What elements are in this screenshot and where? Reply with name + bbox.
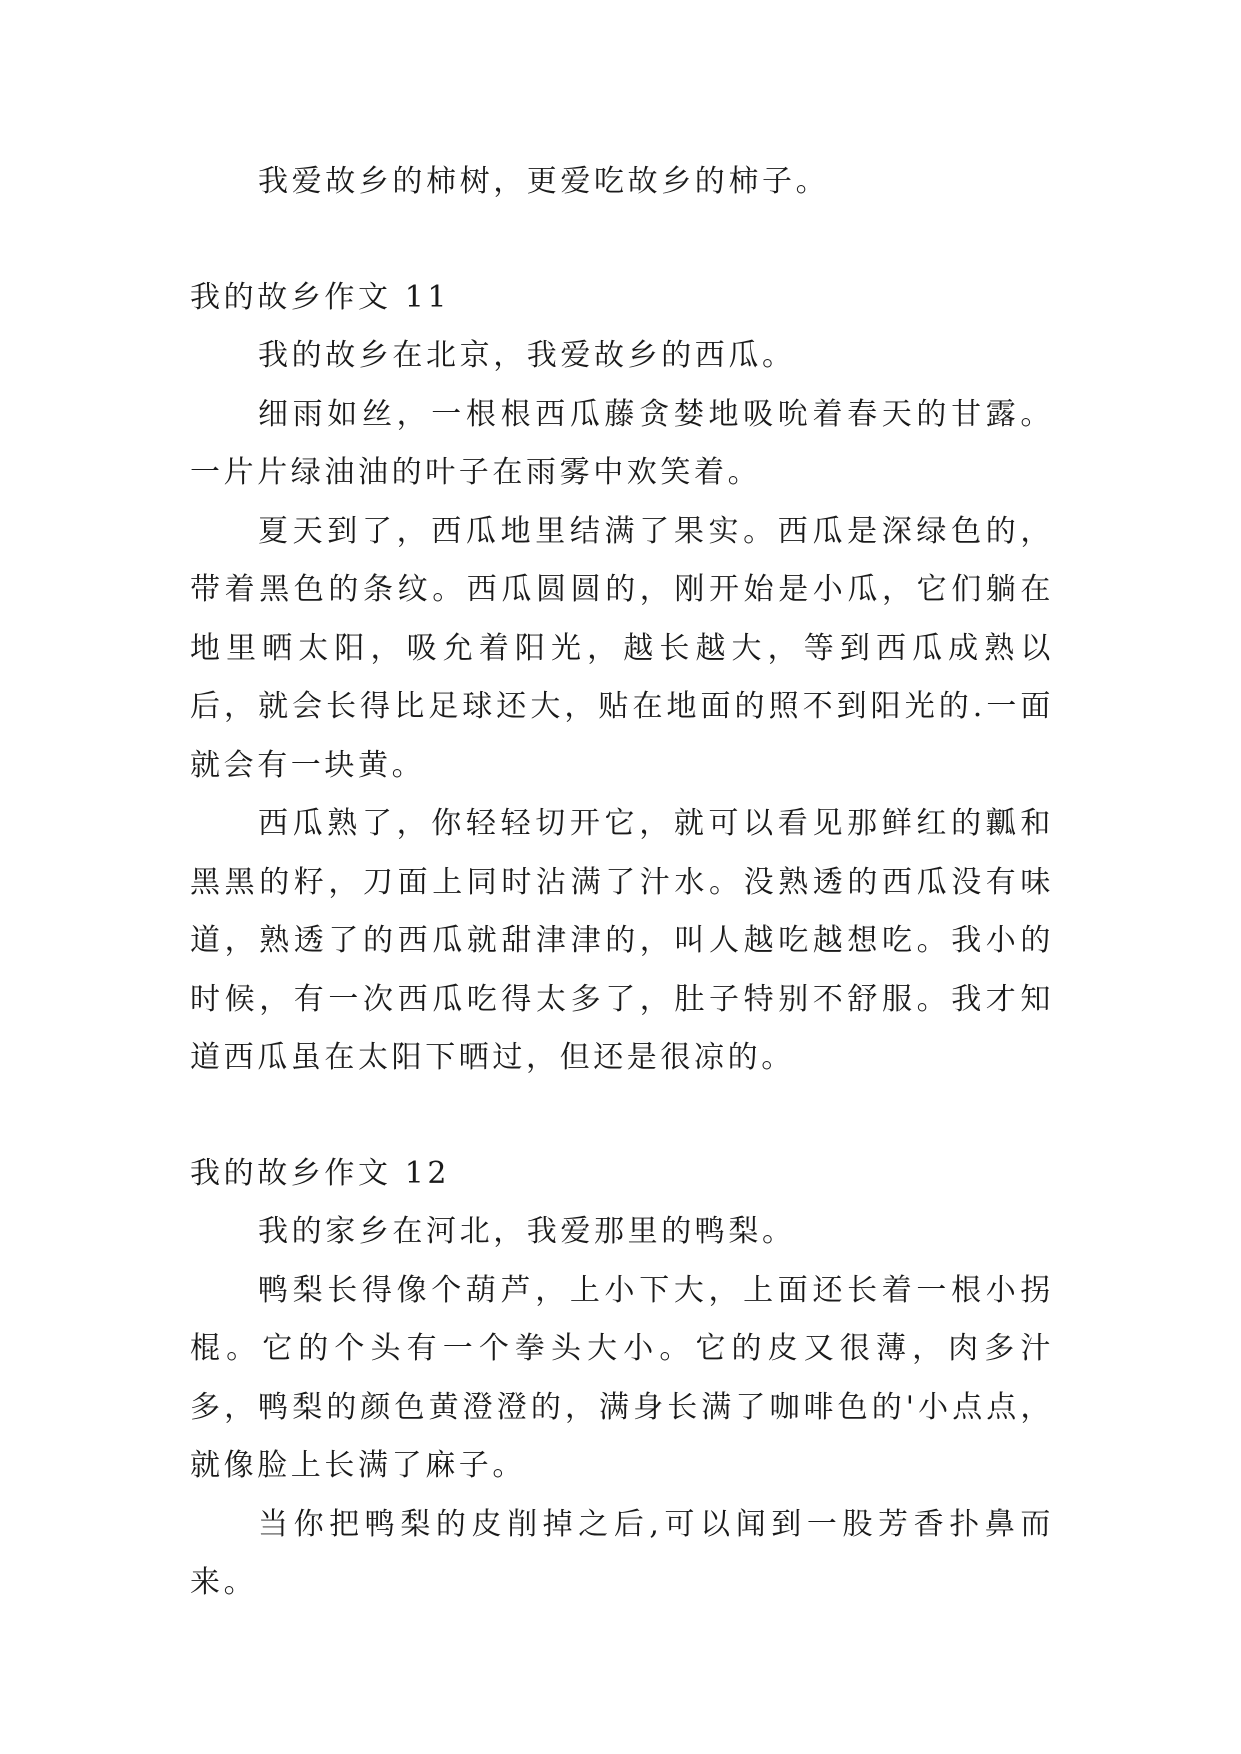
paragraph: 夏天到了，西瓜地里结满了果实。西瓜是深绿色的，带着黑色的条纹。西瓜圆圆的，刚开始是小瓜，它们躺在地里晒太阳，吸允着阳光，越长越大，等到西瓜成熟以后，就会长得比足球还大，贴在地面的照不到阳光的.一面就会有一块黄。 — [190, 513, 1054, 783]
section-heading: 我的故乡作文 12 — [190, 1155, 451, 1191]
paragraph: 我的家乡在河北，我爱那里的鸭梨。 — [258, 1214, 796, 1249]
paragraph: 鸭梨长得像个葫芦，上小下大，上面还长着一根小拐棍。它的个头有一个拳头大小。它的皮又很薄，肉多汁多，鸭梨的颜色黄澄澄的，满身长满了咖啡色的'小点点，就像脸上长满了麻子。 — [190, 1272, 1054, 1483]
document-body — [190, 153, 1054, 1613]
paragraph: 细雨如丝，一根根西瓜藤贪婪地吸吮着春天的甘露。一片片绿油油的叶子在雨雾中欢笑着。 — [190, 396, 1054, 490]
paragraph: 西瓜熟了，你轻轻切开它，就可以看见那鲜红的瓤和黑黑的籽，刀面上同时沾满了汁水。没熟透的西瓜没有味道，熟透了的西瓜就甜津津的，叫人越吃越想吃。我小的时候，有一次西瓜吃得太多了，肚子特别不舒服。我才知道西瓜虽在太阳下晒过，但还是很凉的。 — [190, 806, 1054, 1075]
paragraph: 我的故乡在北京，我爱故乡的西瓜。 — [258, 338, 796, 373]
paragraph: 我爱故乡的柿树，更爱吃故乡的柿子。 — [258, 164, 830, 199]
section-heading: 我的故乡作文 11 — [190, 279, 451, 315]
paragraph: 当你把鸭梨的皮削掉之后,可以闻到一股芳香扑鼻而来。 — [190, 1506, 1054, 1600]
